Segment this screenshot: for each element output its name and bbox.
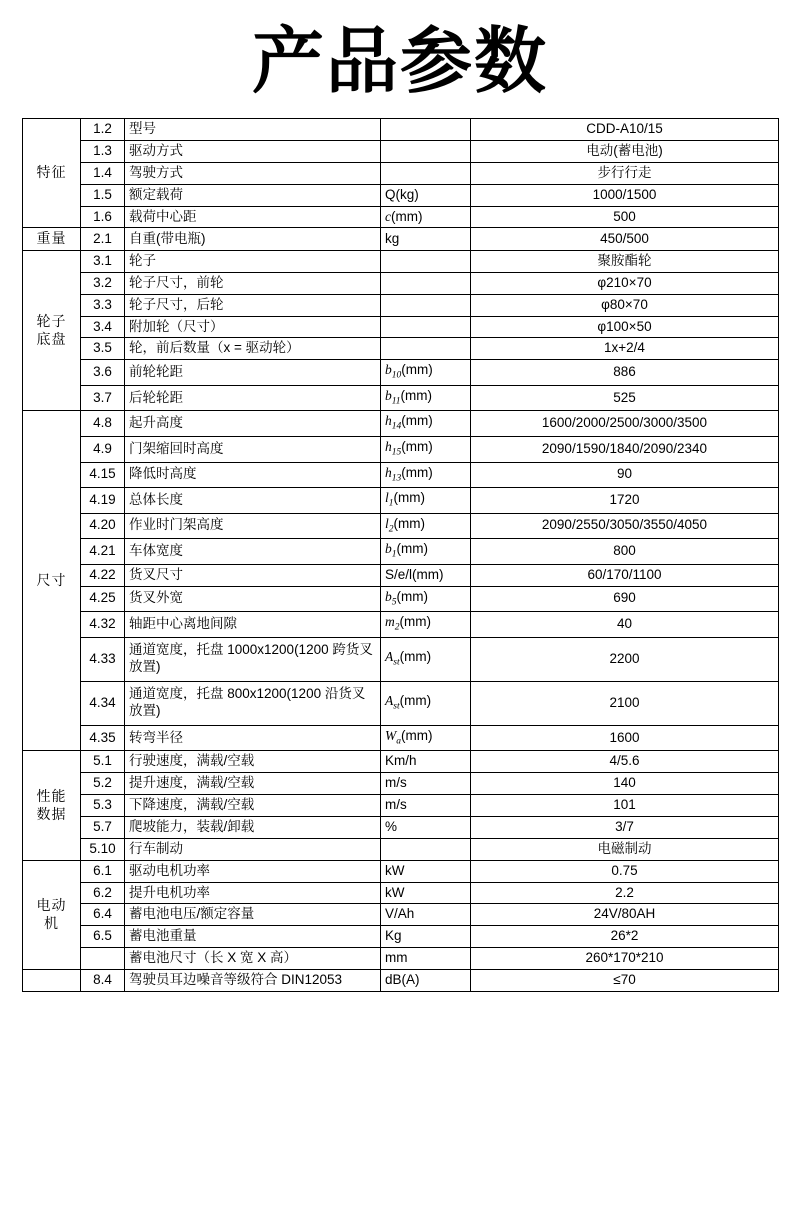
- row-description-cell: 驾驶方式: [125, 162, 381, 184]
- row-unit-cell: kW: [381, 882, 471, 904]
- row-number-cell: 8.4: [81, 970, 125, 992]
- row-description-cell: 起升高度: [125, 411, 381, 437]
- row-number-cell: 4.32: [81, 612, 125, 638]
- row-unit-cell: V/Ah: [381, 904, 471, 926]
- row-number-cell: 2.1: [81, 228, 125, 251]
- row-value-cell: 26*2: [471, 926, 779, 948]
- row-description-cell: 通道宽度，托盘 800x1200(1200 沿货叉放置): [125, 681, 381, 725]
- row-number-cell: 4.15: [81, 462, 125, 488]
- table-row: [23, 513, 779, 539]
- row-value-cell: 1000/1500: [471, 184, 779, 206]
- row-description-cell: 作业时门架高度: [125, 513, 381, 539]
- row-description-cell: 蓄电池尺寸（长 X 宽 X 高）: [125, 948, 381, 970]
- row-description-cell: 车体宽度: [125, 539, 381, 565]
- row-number-cell: 5.10: [81, 838, 125, 860]
- row-description-cell: 轮子尺寸，后轮: [125, 294, 381, 316]
- row-value-cell: CDD-A10/15: [471, 119, 779, 141]
- row-description-cell: 蓄电池电压/额定容量: [125, 904, 381, 926]
- row-description-cell: 通道宽度，托盘 1000x1200(1200 跨货叉放置): [125, 637, 381, 681]
- row-value-cell: 电磁制动: [471, 838, 779, 860]
- row-value-cell: 800: [471, 539, 779, 565]
- row-description-cell: 轮子: [125, 250, 381, 272]
- row-number-cell: [81, 948, 125, 970]
- row-number-cell: 1.5: [81, 184, 125, 206]
- row-description-cell: 附加轮（尺寸）: [125, 316, 381, 338]
- row-number-cell: 3.5: [81, 338, 125, 360]
- row-description-cell: 总体长度: [125, 488, 381, 514]
- row-value-cell: 450/500: [471, 228, 779, 251]
- group-label-cell: 特征: [23, 119, 81, 228]
- row-number-cell: 4.20: [81, 513, 125, 539]
- table-row: [23, 162, 779, 184]
- row-description-cell: 下降速度，满载/空载: [125, 795, 381, 817]
- row-unit-cell: [381, 162, 471, 184]
- row-description-cell: 轴距中心离地间隙: [125, 612, 381, 638]
- row-value-cell: ≤70: [471, 970, 779, 992]
- row-description-cell: 爬坡能力，装载/卸载: [125, 816, 381, 838]
- row-value-cell: 525: [471, 385, 779, 411]
- row-unit-cell: [381, 838, 471, 860]
- table-row: [23, 206, 779, 228]
- table-row: [23, 795, 779, 817]
- row-value-cell: 1x+2/4: [471, 338, 779, 360]
- table-row: [23, 119, 779, 141]
- table-row: [23, 926, 779, 948]
- row-description-cell: 自重(带电瓶): [125, 228, 381, 251]
- row-unit-cell: $h_{14}(mm)$: [381, 411, 471, 437]
- row-number-cell: 3.3: [81, 294, 125, 316]
- row-unit-cell: Km/h: [381, 751, 471, 773]
- row-description-cell: 额定载荷: [125, 184, 381, 206]
- row-description-cell: 轮，前后数量（x = 驱动轮）: [125, 338, 381, 360]
- table-row: [23, 681, 779, 725]
- table-row: [23, 184, 779, 206]
- row-description-cell: 蓄电池重量: [125, 926, 381, 948]
- table-row: [23, 882, 779, 904]
- row-value-cell: 2090/2550/3050/3550/4050: [471, 513, 779, 539]
- table-row: [23, 904, 779, 926]
- row-value-cell: 260*170*210: [471, 948, 779, 970]
- row-description-cell: 门架缩回时高度: [125, 436, 381, 462]
- table-row: [23, 140, 779, 162]
- row-number-cell: 4.35: [81, 725, 125, 751]
- table-row: [23, 294, 779, 316]
- row-value-cell: 2090/1590/1840/2090/2340: [471, 436, 779, 462]
- row-unit-cell: dB(A): [381, 970, 471, 992]
- table-row: [23, 860, 779, 882]
- table-row: [23, 228, 779, 251]
- row-number-cell: 4.25: [81, 586, 125, 612]
- row-description-cell: 驾驶员耳边噪音等级符合 DIN12053: [125, 970, 381, 992]
- row-unit-cell: $W_a(mm)$: [381, 725, 471, 751]
- row-value-cell: 24V/80AH: [471, 904, 779, 926]
- row-number-cell: 4.8: [81, 411, 125, 437]
- table-row: [23, 948, 779, 970]
- row-number-cell: 4.34: [81, 681, 125, 725]
- row-unit-cell: [381, 119, 471, 141]
- table-row: [23, 316, 779, 338]
- table-row: [23, 250, 779, 272]
- row-description-cell: 行车制动: [125, 838, 381, 860]
- row-number-cell: 6.4: [81, 904, 125, 926]
- row-number-cell: 4.33: [81, 637, 125, 681]
- group-label-cell: 尺寸: [23, 411, 81, 751]
- table-row: [23, 338, 779, 360]
- row-value-cell: φ80×70: [471, 294, 779, 316]
- table-row: [23, 272, 779, 294]
- row-description-cell: 货叉外宽: [125, 586, 381, 612]
- row-unit-cell: $A_{st}(mm)$: [381, 637, 471, 681]
- row-description-cell: 提升电机功率: [125, 882, 381, 904]
- row-number-cell: 3.1: [81, 250, 125, 272]
- row-number-cell: 6.2: [81, 882, 125, 904]
- row-value-cell: 聚胺酯轮: [471, 250, 779, 272]
- row-number-cell: 6.1: [81, 860, 125, 882]
- row-unit-cell: m/s: [381, 773, 471, 795]
- row-unit-cell: [381, 294, 471, 316]
- table-row: [23, 773, 779, 795]
- table-row: [23, 637, 779, 681]
- row-unit-cell: mm: [381, 948, 471, 970]
- row-value-cell: 1720: [471, 488, 779, 514]
- row-description-cell: 降低时高度: [125, 462, 381, 488]
- row-unit-cell: [381, 272, 471, 294]
- spec-table-container: [0, 118, 800, 992]
- row-number-cell: 5.2: [81, 773, 125, 795]
- row-value-cell: 500: [471, 206, 779, 228]
- table-row: [23, 564, 779, 586]
- table-row: [23, 586, 779, 612]
- table-row: [23, 436, 779, 462]
- table-row: [23, 411, 779, 437]
- row-unit-cell: $l_2(mm)$: [381, 513, 471, 539]
- table-row: [23, 612, 779, 638]
- row-value-cell: 2.2: [471, 882, 779, 904]
- row-unit-cell: $b_1(mm)$: [381, 539, 471, 565]
- group-label-cell: [23, 970, 81, 992]
- page-title: 产品参数: [251, 22, 548, 102]
- row-unit-cell: %: [381, 816, 471, 838]
- row-unit-cell: $l_1(mm)$: [381, 488, 471, 514]
- row-unit-cell: kW: [381, 860, 471, 882]
- row-description-cell: 后轮轮距: [125, 385, 381, 411]
- row-number-cell: 4.9: [81, 436, 125, 462]
- row-number-cell: 6.5: [81, 926, 125, 948]
- table-row: [23, 539, 779, 565]
- table-row: [23, 970, 779, 992]
- row-unit-cell: kg: [381, 228, 471, 251]
- row-value-cell: 690: [471, 586, 779, 612]
- row-value-cell: 4/5.6: [471, 751, 779, 773]
- row-value-cell: φ210×70: [471, 272, 779, 294]
- row-number-cell: 1.6: [81, 206, 125, 228]
- row-unit-cell: $h_{13}(mm)$: [381, 462, 471, 488]
- row-value-cell: 90: [471, 462, 779, 488]
- row-description-cell: 驱动电机功率: [125, 860, 381, 882]
- row-description-cell: 驱动方式: [125, 140, 381, 162]
- row-description-cell: 转弯半径: [125, 725, 381, 751]
- row-number-cell: 4.21: [81, 539, 125, 565]
- table-row: [23, 838, 779, 860]
- row-value-cell: 电动(蓄电池): [471, 140, 779, 162]
- row-unit-cell: m/s: [381, 795, 471, 817]
- row-value-cell: 140: [471, 773, 779, 795]
- row-value-cell: 2100: [471, 681, 779, 725]
- spec-table-body: [23, 119, 779, 992]
- row-number-cell: 3.2: [81, 272, 125, 294]
- row-value-cell: 3/7: [471, 816, 779, 838]
- row-number-cell: 4.22: [81, 564, 125, 586]
- row-value-cell: 1600/2000/2500/3000/3500: [471, 411, 779, 437]
- row-unit-cell: $h_{15}(mm)$: [381, 436, 471, 462]
- row-value-cell: 0.75: [471, 860, 779, 882]
- group-label-cell: 电动 机: [23, 860, 81, 969]
- row-number-cell: 5.1: [81, 751, 125, 773]
- table-row: [23, 488, 779, 514]
- row-unit-cell: $A_{st}(mm)$: [381, 681, 471, 725]
- row-unit-cell: [381, 250, 471, 272]
- row-number-cell: 3.6: [81, 360, 125, 386]
- row-description-cell: 载荷中心距: [125, 206, 381, 228]
- row-value-cell: 1600: [471, 725, 779, 751]
- table-row: [23, 816, 779, 838]
- row-unit-cell: c(mm): [381, 206, 471, 228]
- row-number-cell: 3.7: [81, 385, 125, 411]
- group-label-cell: 重量: [23, 228, 81, 251]
- row-description-cell: 前轮轮距: [125, 360, 381, 386]
- row-description-cell: 提升速度，满载/空载: [125, 773, 381, 795]
- product-spec-table: [22, 118, 779, 992]
- row-value-cell: 886: [471, 360, 779, 386]
- row-unit-cell: $m_2(mm)$: [381, 612, 471, 638]
- table-row: [23, 360, 779, 386]
- group-label-cell: 轮子 底盘: [23, 250, 81, 411]
- table-row: [23, 725, 779, 751]
- row-description-cell: 轮子尺寸，前轮: [125, 272, 381, 294]
- row-number-cell: 5.7: [81, 816, 125, 838]
- row-unit-cell: Kg: [381, 926, 471, 948]
- row-number-cell: 1.4: [81, 162, 125, 184]
- row-description-cell: 型号: [125, 119, 381, 141]
- row-unit-cell: Q(kg): [381, 184, 471, 206]
- row-value-cell: 步行行走: [471, 162, 779, 184]
- row-unit-cell: $b_{10}(mm)$: [381, 360, 471, 386]
- row-value-cell: 60/170/1100: [471, 564, 779, 586]
- row-number-cell: 5.3: [81, 795, 125, 817]
- row-value-cell: 101: [471, 795, 779, 817]
- table-row: [23, 385, 779, 411]
- row-unit-cell: [381, 338, 471, 360]
- table-row: [23, 462, 779, 488]
- group-label-cell: 性能 数据: [23, 751, 81, 860]
- row-value-cell: 40: [471, 612, 779, 638]
- row-unit-cell: $b_{11}(mm)$: [381, 385, 471, 411]
- table-row: [23, 751, 779, 773]
- row-number-cell: 3.4: [81, 316, 125, 338]
- row-unit-cell: [381, 316, 471, 338]
- row-description-cell: 行驶速度，满载/空载: [125, 751, 381, 773]
- row-value-cell: 2200: [471, 637, 779, 681]
- row-number-cell: 1.3: [81, 140, 125, 162]
- row-unit-cell: [381, 140, 471, 162]
- row-number-cell: 1.2: [81, 119, 125, 141]
- row-unit-cell: S/e/l(mm): [381, 564, 471, 586]
- row-description-cell: 货叉尺寸: [125, 564, 381, 586]
- row-unit-cell: $b_5(mm)$: [381, 586, 471, 612]
- row-number-cell: 4.19: [81, 488, 125, 514]
- row-value-cell: φ100×50: [471, 316, 779, 338]
